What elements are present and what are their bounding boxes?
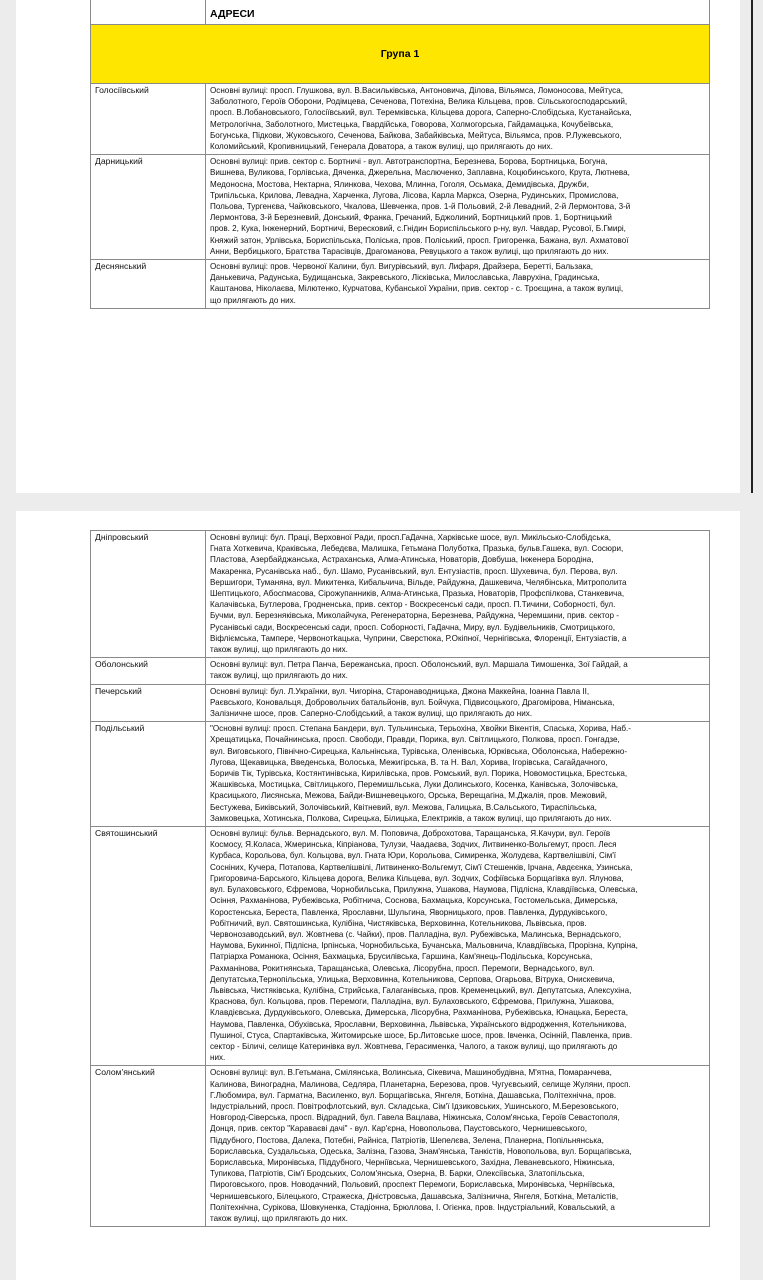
street-line: Космосу, Я.Коласа, Жмеринська, Кіпріанова, Тулузи, Чаадаєва, Зодчих, Литвиненко-Вольгемут, просп. Леся xyxy=(210,840,617,850)
district-streets xyxy=(206,1066,710,1227)
district-streets xyxy=(206,684,710,722)
scrollbar-track[interactable] xyxy=(751,0,753,493)
street-line: Піддубного, Постова, Далека, Потебні, Райніса, Патріотів, Шепелєва, Зелена, Планерна, Попільнянська, xyxy=(210,1135,604,1145)
street-line: Коломийський, Кропивницький, Генерала Доватора, а також вулиці, що прилягають до них. xyxy=(210,142,553,152)
street-line: Каштанова, Ніколаєва, Мілютенко, Курчатова, Кубанської України, прив. сектор - с. Троєщина, а також вулиці, xyxy=(210,284,624,294)
document-page-1 xyxy=(16,0,740,493)
district-row xyxy=(91,722,710,827)
address-table-page-2 xyxy=(90,530,710,1227)
street-line: вул. Булаховського, Єфремова, Чорнобильська, Прилужна, Ушакова, Наумова, Підлісна, Клавдіївська, Олевська, xyxy=(210,885,638,895)
street-line: Львівська, Чистяківська, Кулібіна, Стрийська, Галаганівська, пров. Кременецький, вул. Депутатська, Алексухіна, xyxy=(210,985,632,995)
street-line: Замковецька, Хотинська, Полкова, Сирецька, Білицька, Електриків, а також вулиці, що прилягають до них. xyxy=(210,813,612,823)
street-line: Осіння, Рахманінова, Рубежівська, Робітнича, Соснова, Бахмацька, Корсунська, Гостомельська, Димерська, xyxy=(210,896,618,906)
street-line: Анни, Вербицького, Братства Тарасівців, Драгоманова, Ревуцького а також вулиці, що прилягають до них. xyxy=(210,246,609,256)
street-line: Курбаса, Корольова, бул. Кольцова, вул. Гната Юри, Корольова, Симиренка, Жолудєва, Картвелішвілі, Сім'ї xyxy=(210,851,617,861)
street-line: також вулиці, що прилягають до них. xyxy=(210,671,348,681)
street-line: Політехнічна, Сурікова, Шовкунeнка, Стадіонна, Брюллова, І. Огієнка, пров. Індустріальний, Ковальський, а xyxy=(210,1202,615,1212)
table-header-row xyxy=(91,0,710,25)
group-row xyxy=(91,25,710,84)
street-line: Польова, Тургенєва, Чайковського, Чкалова, Шевченка, пров. 1-й Польовий, 2-й Левадний, 2-й Лермонтова, 3-й xyxy=(210,202,631,212)
street-line: Тупикова, Патріотів, Сім'ї Бродських, Солом'янська, Озерна, В. Барки, Олексіївська, Златопільська, xyxy=(210,1169,585,1179)
street-line: Красицького, Лисянська, Межова, Байди-Вишневецького, Орська, Верещагіна, М.Джалія, пров. Межовий, xyxy=(210,791,608,801)
street-line: Новгород-Сіверська, просп. Відрадний, бул. Гавела Вацлава, Ніжинська, Солом'янська, Героїв Севастополя, xyxy=(210,1113,620,1123)
street-line: Пироговського, пров. Новодачний, Польовий, проспект Перемоги, Бориславська, Миронівська, Черніївська, xyxy=(210,1180,615,1190)
street-line: Трипільська, Крилова, Левадна, Харченка, Лугова, Лісова, Карла Маркса, Озерна, Рудинських, Промислова, xyxy=(210,190,619,200)
street-line: Григоровича-Барського, Кільцева дорога, Велика Кільцева, вул. Зодчих, Софіївська Борщагівка вул. Ялунова, xyxy=(210,873,624,883)
street-line: Данькевича, Радунська, Будищанська, Закревського, Лісківська, Милославська, Лаврухіна, Градинська, xyxy=(210,273,600,283)
street-line: Пластова, Азербайджанська, Астраханська, Алма-Атинська, Новаторів, Довбуша, Інженера Бородіна, xyxy=(210,555,594,565)
street-line: Клавдієвська, Дурдуківського, Олевська, Димерська, Лісорубна, Рахманінова, Рубежівська, Юнацька, Береста, xyxy=(210,1008,629,1018)
street-line: Основні вулиці: вул. В.Гетьмана, Смілянська, Волинська, Сікевича, Машинобудівна, М'ятна, Помаранчева, xyxy=(210,1068,612,1078)
street-line: Чернишевського, Білецького, Стражеска, Дністровська, Дашавська, Залізнична, Янгеля, Боткіна, Металістів, xyxy=(210,1191,619,1201)
street-line: Заболотного, Героїв Оборони, Родімцева, Сеченова, Потехіна, Велика Кільцева, пров. Сільськогосподарський, xyxy=(210,97,628,107)
street-line: також вулиці, що прилягають до них. xyxy=(210,1213,348,1223)
street-line: Коростенська, Береста, Павленка, Ярославни, Шульгина, Яворницького, пров. Павленка, Дурдуківського, xyxy=(210,907,608,917)
street-line: Пушиної, Стуса, Спартаківська, Житомирське шосе, Бр.Литовське шосе, пров. Івченка, Осінній, Павленка, прив. xyxy=(210,1030,633,1040)
street-line: Медоносна, Мостова, Нектарна, Ялинкова, Чехова, Млинна, Гоголя, Осьмака, Демидівська, Дружби, xyxy=(210,179,589,189)
street-line: "Основні вулиці: просп. Степана Бандери, вул. Тульчинська, Терьохіна, Хвойки Вікентія, Спаська, Хорива, Наб.- xyxy=(210,724,631,734)
district-row xyxy=(91,1066,710,1227)
district-name: Печерський xyxy=(91,684,206,722)
street-line: Княжий затон, Урлівська, Бориспільська, Поліська, пров. Поліський, просп. Григоренка, Бажана, вул. Ахматової xyxy=(210,235,629,245)
street-line: Хрещатицька, Почайнинська, просп. Свободи, Правди, Порика, вул. Світлицького, Полкова, просп. Гонгадзе, xyxy=(210,735,620,745)
street-line: Основні вулиці: просп. Глушкова, вул. В.Васильківська, Антоновича, Ділова, Вільямса, Ломоносова, Мейтуса, xyxy=(210,86,623,95)
street-line: Основні вулиці: бул. Праці, Верховної Ради, просп.ГаДачна, Харківське шосе, вул. Микільсько-Слобідська, xyxy=(210,533,612,542)
group-label: Група 1 xyxy=(91,25,710,84)
street-line: Основні вулиці: прив. сектор с. Бортничі - вул. Автотранспортна, Березнева, Борова, Бортницька, Богуна, xyxy=(210,157,608,167)
street-line: Русанівські сади, Воскресенські сади, просп. Соборності, ГаДачна, Миру, вул. Будівельників, Смотрицького, xyxy=(210,622,615,632)
street-line: Лермонтова, 3-й Березневий, Донський, Франка, Гречаний, Бджолиний, Бортницький пров. 1, Бортницький xyxy=(210,213,612,223)
street-line: Г.Любомира, вул. Гарматна, Василенко, вул. Борщагівська, Янгеля, Боткіна, Дашавська, Політехнічна, пров. xyxy=(210,1090,617,1100)
street-line: Бориславська, Миронівська, Піддубного, Черніївська, Чернишевського, Західна, Леваневського, Ніжинська, xyxy=(210,1157,615,1167)
district-name: Деснянський xyxy=(91,260,206,309)
street-line: них. xyxy=(210,1053,226,1063)
district-name: Оболонський xyxy=(91,658,206,684)
district-streets xyxy=(206,84,710,155)
street-line: Патріарха Романюка, Осіння, Бахмацька, Брусилівська, Гаршина, Кам'янець-Подільська, Корсунська, xyxy=(210,952,593,962)
street-line: просп. В.Лобановського, Голосіївський, вул. Теремківська, Кільцева дорога, Саперно-Слобідська, Кустанайська, xyxy=(210,108,632,118)
district-streets xyxy=(206,658,710,684)
street-line: Гната Хоткевича, Краківська, Лебедєва, Малишка, Гетьмана Полуботка, Празька, бульв.Гашека, вул. Сосюри, xyxy=(210,544,624,554)
district-name: Святошинський xyxy=(91,827,206,1066)
district-row xyxy=(91,531,710,658)
street-line: Індустріальний, просп. Повітрофлотський, вул. Складська, Сім'ї Ідзиковських, Ушинського, М.Березовського, xyxy=(210,1101,619,1111)
district-streets xyxy=(206,722,710,827)
street-line: також вулиці, що прилягають до них. xyxy=(210,645,348,655)
document-page-2 xyxy=(16,511,740,1280)
district-row xyxy=(91,84,710,155)
street-line: Основні вулиці: вул. Петра Панча, Бережанська, просп. Оболонський, вул. Маршала Тимошенка, Зої Гайдай, а xyxy=(210,660,628,670)
street-line: Наумова, Букинної, Підлісна, Ірпінська, Чорнобильська, Бучанська, Мальовнича, Клавдіївська, Прорізна, Купріна, xyxy=(210,941,638,951)
street-line: Краснова, бул. Кольцова, пров. Перемоги, Палладіна, вул. Булаховського, Єфремова, Прилужна, Ушакова, xyxy=(210,997,614,1007)
street-line: Донця, прив. сектор "Караваєві дачі" - вул. Кар'єрна, Новопольова, Паустовського, Чернишевського, xyxy=(210,1124,587,1134)
street-line: Віфліємська, Тампере, Червонотkацька, Чуприни, Сверстюка, Р.Окіпної, Чернігівська, Флоренції, Ентузіастів, а xyxy=(210,633,627,643)
street-line: Раєвського, Коновальця, Добровольчих батальйонів, вул. Бойчука, Підвисоцького, Драгомірова, Німанська, xyxy=(210,697,615,707)
street-line: Жашківська, Мостицька, Світлицького, Перемишльська, Луки Долинського, Косенка, Канівська, Золочівська, xyxy=(210,780,619,790)
street-line: Лугова, Щекавицька, Введенська, Волоська, Межигірська, В. та Н. Вал, Хорива, Ігорівська, Сагайдачного, xyxy=(210,757,608,767)
district-row xyxy=(91,155,710,260)
street-line: Бестужева, Биківський, Золочівський, Квітневий, вул. Межова, Галицька, В.Сальського, Тираспільська, xyxy=(210,802,597,812)
street-line: Сосніних, Кучера, Потапова, Картвелішвілі, Литвиненко-Вольгемут, Сім'ї Стешенків, Ірчана, Авдєєнка, Узинська, xyxy=(210,862,633,872)
street-line: Калачівська, Бутлерова, Гродненська, прив. сектор - Воскресенські сади, просп. П.Тичини, Соборності, бул. xyxy=(210,600,616,610)
street-line: Боричів Тік, Турівська, Костянтинівська, Кирилівська, пров. Ромський, вул. Порика, Новомостицька, Брестська, xyxy=(210,769,628,779)
street-line: Метрологічна, Заболотного, Мистецька, Гвардійська, Говорова, Холмогорська, Гайдамацька, Кочубеївська, xyxy=(210,119,614,129)
street-line: Шептицького, Абоспмасова, Сірожупанників, Алма-Атинська, Празька, Новаторів, Профспілкова, Станкевича, xyxy=(210,589,625,599)
address-table-page-1 xyxy=(90,0,710,309)
street-line: Богунська, Підкови, Жуковського, Сеченова, Байкова, Забайківська, Мейтуса, Вільямса, пров. Р.Лужевського, xyxy=(210,130,622,140)
district-streets xyxy=(206,531,710,658)
street-line: Наумова, Павленка, Обухівська, Ярославни, Верховинна, Львівська, Українського відродження, Котельникова, xyxy=(210,1019,627,1029)
street-line: Калинова, Виноградна, Малинова, Седляра, Планетарна, Березова, пров. Чугуєвський, селище Жуляни, просп. xyxy=(210,1079,631,1089)
street-line: Вершигори, Туманяна, вул. Микитенка, Кибальчича, Вільде, Райдужна, Дашкевича, Челябінська, Митрополита xyxy=(210,577,627,587)
street-line: що прилягають до них. xyxy=(210,295,296,305)
street-line: Основні вулиці: пров. Червоної Калини, бул. Вигурівський, вул. Лифаря, Драйзера, Беретті, Бальзака, xyxy=(210,262,594,272)
district-streets xyxy=(206,260,710,309)
district-name: Голосіївський xyxy=(91,84,206,155)
street-line: Вишнева, Вуликова, Горлівська, Дяченка, Джерельна, Маслюченко, Заплавна, Коцюбинського, Крута, Лютнева, xyxy=(210,168,630,178)
district-row xyxy=(91,658,710,684)
district-name: Солом'янський xyxy=(91,1066,206,1227)
street-line: Основні вулиці: бульв. Вернадського, вул. М. Поповича, Доброхотова, Таращанська, Я.Качури, вул. Героїв xyxy=(210,829,611,839)
district-row xyxy=(91,684,710,722)
district-streets xyxy=(206,827,710,1066)
district-name: Подільський xyxy=(91,722,206,827)
street-line: Основні вулиці: бул. Л.Українки, вул. Чигоріна, Старонаводницька, Джона Маккейна, Іоанна Павла ІІ, xyxy=(210,686,590,696)
street-line: Залізничне шосе, пров. Саперно-Слобідський, а також вулиці, що прилягають до них. xyxy=(210,709,533,719)
street-line: Рахманінова, Рокитнянська, Таращанська, Олевська, Лісорубна, просп. Перемоги, Вернадського, вул. xyxy=(210,963,595,973)
street-line: пров. 2, Кука, Інженерний, Бортничі, Вересковий, с.Гнідин Бориспільського р-ну, вул. Чавдар, Русової, Б.Гмирі, xyxy=(210,224,626,234)
district-row xyxy=(91,827,710,1066)
street-line: Бориславська, Суздальська, Одеська, Залізна, Газова, Знам'янська, Танкістів, Новопольова, вул. Борщагівська, xyxy=(210,1146,632,1156)
header-empty-cell xyxy=(91,0,206,25)
street-line: Червонозаводський, вул. Жовтнева (с. Чайки), пров. Палладіна, вул. Рубежівська, Малинська, Вернадського, xyxy=(210,929,622,939)
district-row xyxy=(91,260,710,309)
street-line: вул. Виговського, Північно-Сирецька, Кальнінська, Турівська, Оленівська, Юрківська, Оболонська, Набережно- xyxy=(210,746,628,756)
street-line: Робітничий, вул. Святошинська, Кулібіна, Чистяківська, Верховинна, Котельникова, Львівська, пров. xyxy=(210,918,587,928)
street-line: сектор - Біличі, селище Катеринівка вул. Жовтнева, Герасименка, Чалого, а також вулиці, що прилягають до xyxy=(210,1041,618,1051)
header-addresses: АДРЕСИ xyxy=(206,0,710,25)
district-name: Дніпровський xyxy=(91,531,206,658)
street-line: Бучми, вул. Березняківська, Миколайчука, Регенераторна, Березнева, Райдужна, Черемшини, прив. сектор - xyxy=(210,611,619,621)
district-streets xyxy=(206,155,710,260)
district-name: Дарницький xyxy=(91,155,206,260)
street-line: Депутатська,Тернопільська, Улицька, Верховинна, Котельникова, Серпова, Огарьова, Вітрука, Онискевича, xyxy=(210,974,615,984)
street-line: Макаренка, Русанівська наб., бул. Шамо, Русанівський, вул. Ентузіастів, просп. Шухевича, бул. Перова, вул. xyxy=(210,566,618,576)
